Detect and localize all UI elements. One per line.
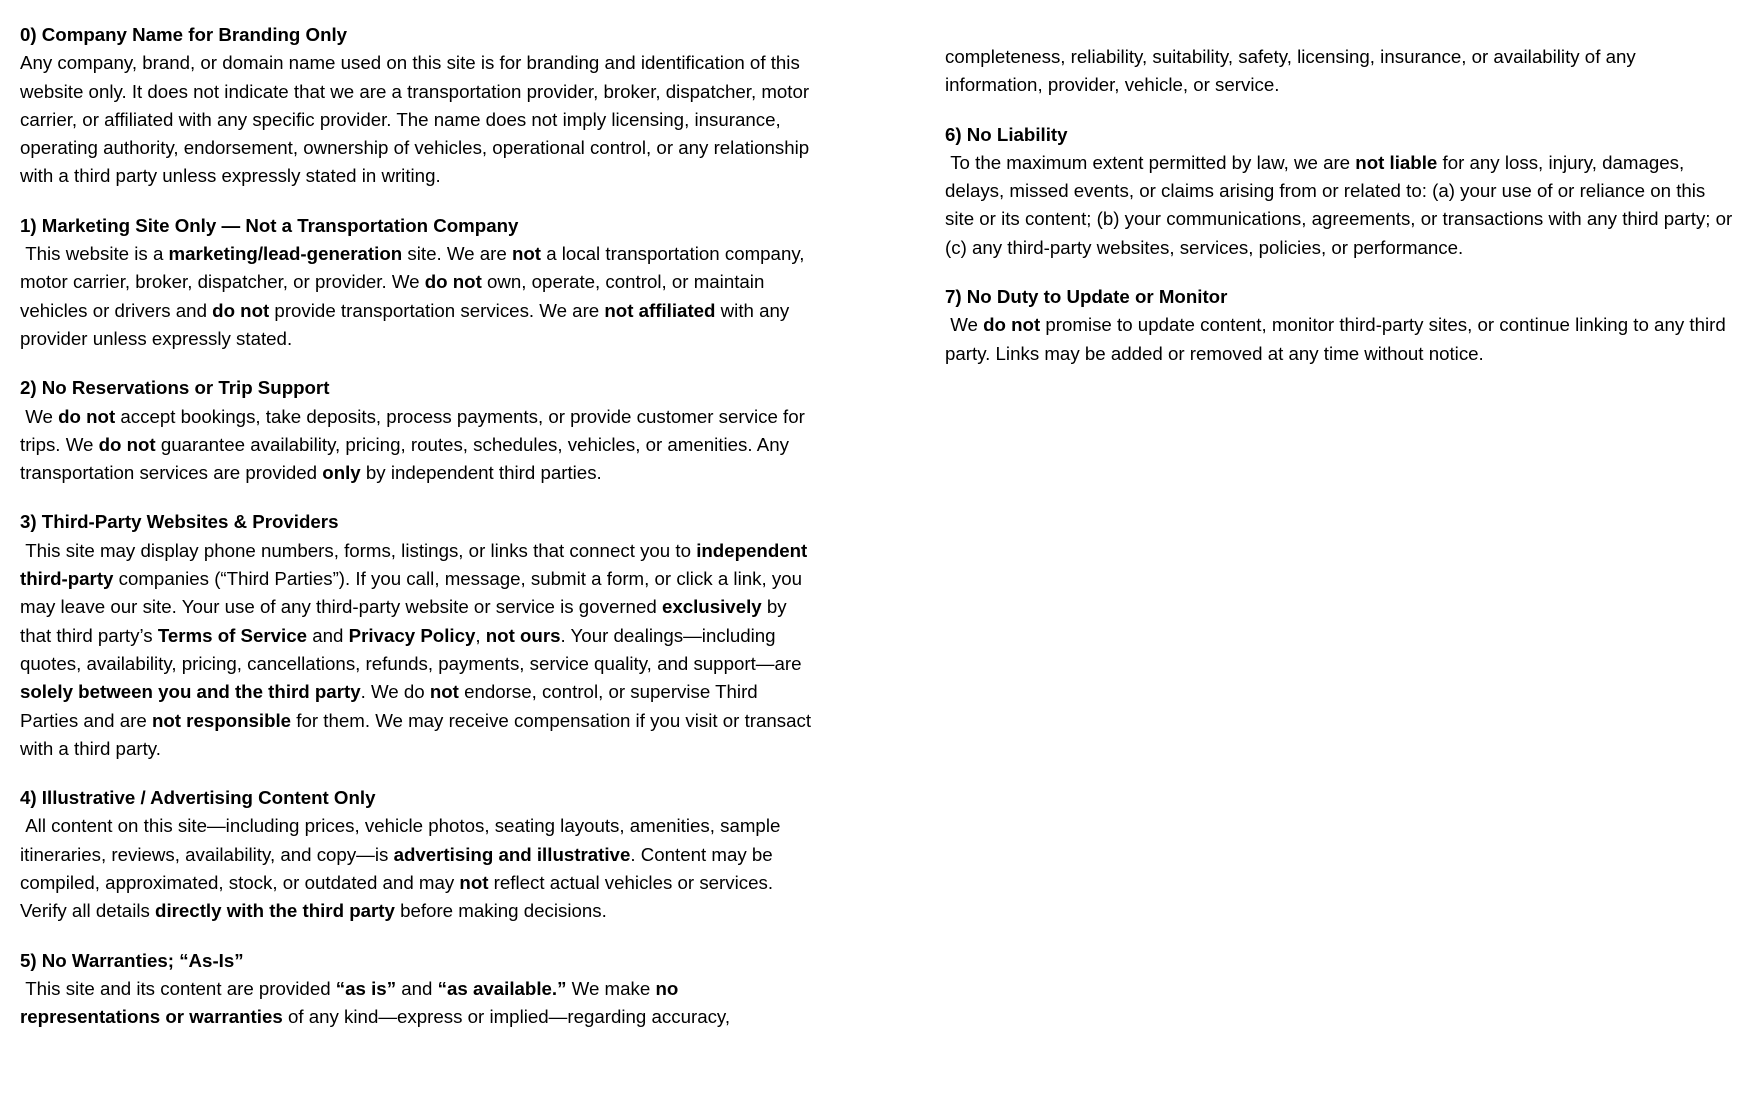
section-body: completeness, reliability, suitability, safety, licensing, insurance, or availability of any information, provider, vehicle, or service. — [945, 46, 1641, 96]
section-heading: 7) No Duty to Update or Monitor — [945, 286, 1228, 308]
section-heading: 5) No Warranties; “As-Is” — [20, 949, 244, 971]
section — [20, 374, 815, 487]
section-heading: 6) No Liability — [945, 123, 1068, 145]
section-heading: 1) Marketing Site Only — Not a Transportation Company — [20, 214, 519, 236]
section-heading: 2) No Reservations or Trip Support — [20, 377, 330, 399]
section — [20, 21, 815, 191]
section-body: We do not accept bookings, take deposits, process payments, or provide customer service for trips. We do not guarantee availability, pricing, routes, schedules, vehicles, or amenities. Any transportation services are provided only by independent third parties. — [20, 405, 811, 484]
section-body: To the maximum extent permitted by law, we are not liable for any loss, injury, damages, delays, missed events, or claims arising from or related to: (a) your use of or reliance on this site or its content; (b) your communications, agreements, or transactions with any third party; or (c) any third-party websites, services, policies, or performance. — [945, 151, 1738, 258]
section — [20, 212, 815, 353]
section-body: This website is a marketing/lead-generation site. We are not a local transportation company, motor carrier, broker, dispatcher, or provider. We do not own, operate, control, or maintain vehicles or drivers and do not provide transportation services. We are not affiliated with any provider unless expressly stated. — [20, 243, 810, 349]
section-body: We do not promise to update content, monitor third-party sites, or continue linking to any third party. Links may be added or removed at any time without notice. — [945, 314, 1731, 364]
section — [945, 121, 1737, 262]
section-body: Any company, brand, or domain name used on this site is for branding and identification of this website only. It does not indicate that we are a transportation provider, broker, dispatcher, motor carrier, or affiliated with any specific provider. The name does not imply licensing, insurance, operating authority, endorsement, ownership of vehicles, operational control, or any relationship with a third party unless expressly stated in writing. — [20, 52, 815, 187]
section-body: All content on this site—including prices, vehicle photos, seating layouts, amenities, sample itineraries, reviews, availability, and copy—is advertising and illustrative. Content may be compiled, approximated, stock, or outdated and may not reflect actual vehicles or services. Verify all details directly with the third party before making decisions. — [20, 815, 786, 922]
section-heading: 3) Third-Party Websites & Providers — [20, 511, 339, 533]
section-body: This site may display phone numbers, forms, listings, or links that connect you to independent third-party companies (“Third Parties”). If you call, message, submit a form, or click a link, you may leave our site. Your use of any third-party website or service is governed exclusively by that third party’s Terms of Service and Privacy Policy, not ours. Your dealings—including quotes, availability, pricing, cancellations, refunds, payments, service quality, and support—are solely between you and the third party. We do not endorse, control, or supervise Third Parties and are not responsible for them. We may receive compensation if you visit or transact with a third party. — [20, 539, 817, 759]
section — [20, 508, 815, 763]
section-body: This site and its content are provided “as is” and “as available.” We make no representations or warranties of any kind—express or implied—regarding accuracy, — [20, 977, 731, 1028]
column-right — [945, 21, 1737, 368]
section-heading: 0) Company Name for Branding Only — [20, 24, 348, 45]
section — [20, 947, 815, 1032]
section — [945, 283, 1737, 368]
section-continuation — [945, 43, 1737, 100]
column-left — [20, 21, 815, 1032]
section — [20, 784, 815, 925]
section-heading: 4) Illustrative / Advertising Content Only — [20, 787, 376, 809]
